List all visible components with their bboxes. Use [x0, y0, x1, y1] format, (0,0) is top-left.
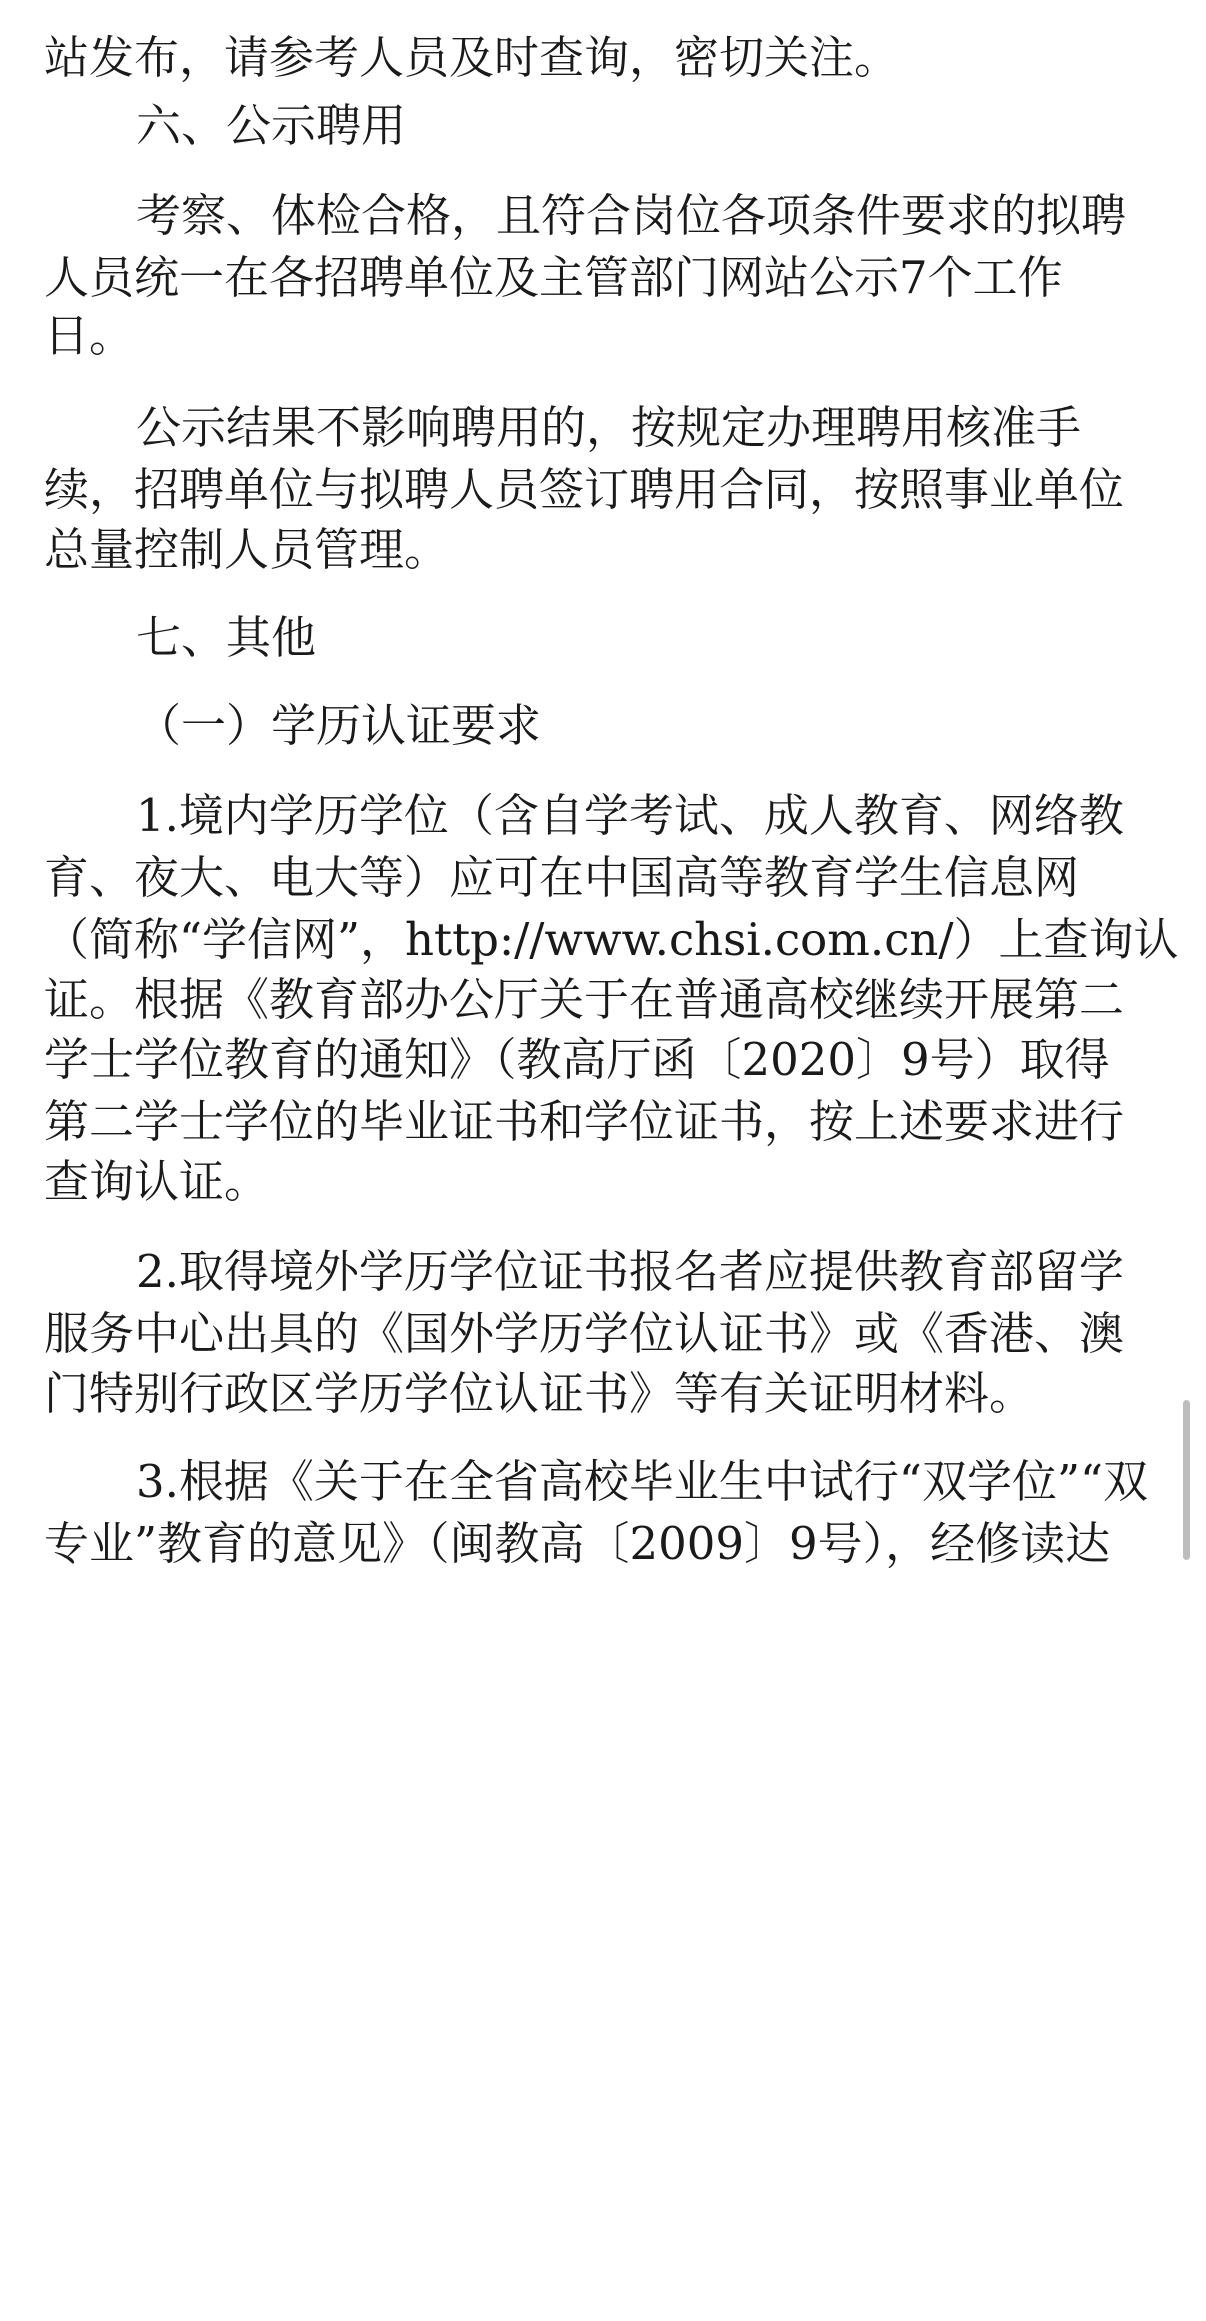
text-line: 专业”教育的意见》（闽教高〔2009〕9号），经修读达 [44, 1517, 1111, 1570]
text-line: 查询认证。 [44, 1155, 270, 1208]
text-line: 育、夜大、电大等）应可在中国高等教育学生信息网 [44, 851, 1080, 904]
scrollbar-thumb[interactable] [1183, 1400, 1190, 1560]
text-line: 总量控制人员管理。 [44, 523, 450, 576]
section-heading: 六、公示聘用 [136, 99, 407, 152]
subsection-heading: （一）学历认证要求 [136, 699, 542, 752]
section-heading: 七、其他 [136, 611, 317, 664]
text-line: 2.取得境外学历学位证书报名者应提供教育部留学 [136, 1245, 1124, 1298]
text-line: 续，招聘单位与拟聘人员签订聘用合同，按照事业单位 [44, 463, 1125, 516]
text-line: 门特别行政区学历学位认证书》等有关证明材料。 [44, 1367, 1035, 1420]
text-line: （简称“学信网”，http://www.chsi.com.cn/）上查询认 [44, 913, 1179, 966]
text-line: 3.根据《关于在全省高校毕业生中试行“双学位”“双 [136, 1455, 1148, 1508]
text-line: 1.境内学历学位（含自学考试、成人教育、网络教 [136, 789, 1124, 842]
text-line: 考察、体检合格，且符合岗位各项条件要求的拟聘 [136, 189, 1127, 242]
text-line: 站发布，请参考人员及时查询，密切关注。 [44, 31, 900, 84]
text-line: 日。 [44, 309, 135, 362]
text-line: 服务中心出具的《国外学历学位认证书》或《香港、澳 [44, 1307, 1125, 1360]
text-line: 人员统一在各招聘单位及主管部门网站公示7个工作 [44, 251, 1063, 304]
text-line: 公示结果不影响聘用的，按规定办理聘用核准手 [136, 401, 1082, 454]
text-line: 第二学士学位的毕业证书和学位证书，按上述要求进行 [44, 1095, 1125, 1148]
text-line: 学士学位教育的通知》（教高厅函〔2020〕9号）取得 [44, 1033, 1110, 1086]
text-line: 证。根据《教育部办公厅关于在普通高校继续开展第二 [44, 973, 1125, 1026]
